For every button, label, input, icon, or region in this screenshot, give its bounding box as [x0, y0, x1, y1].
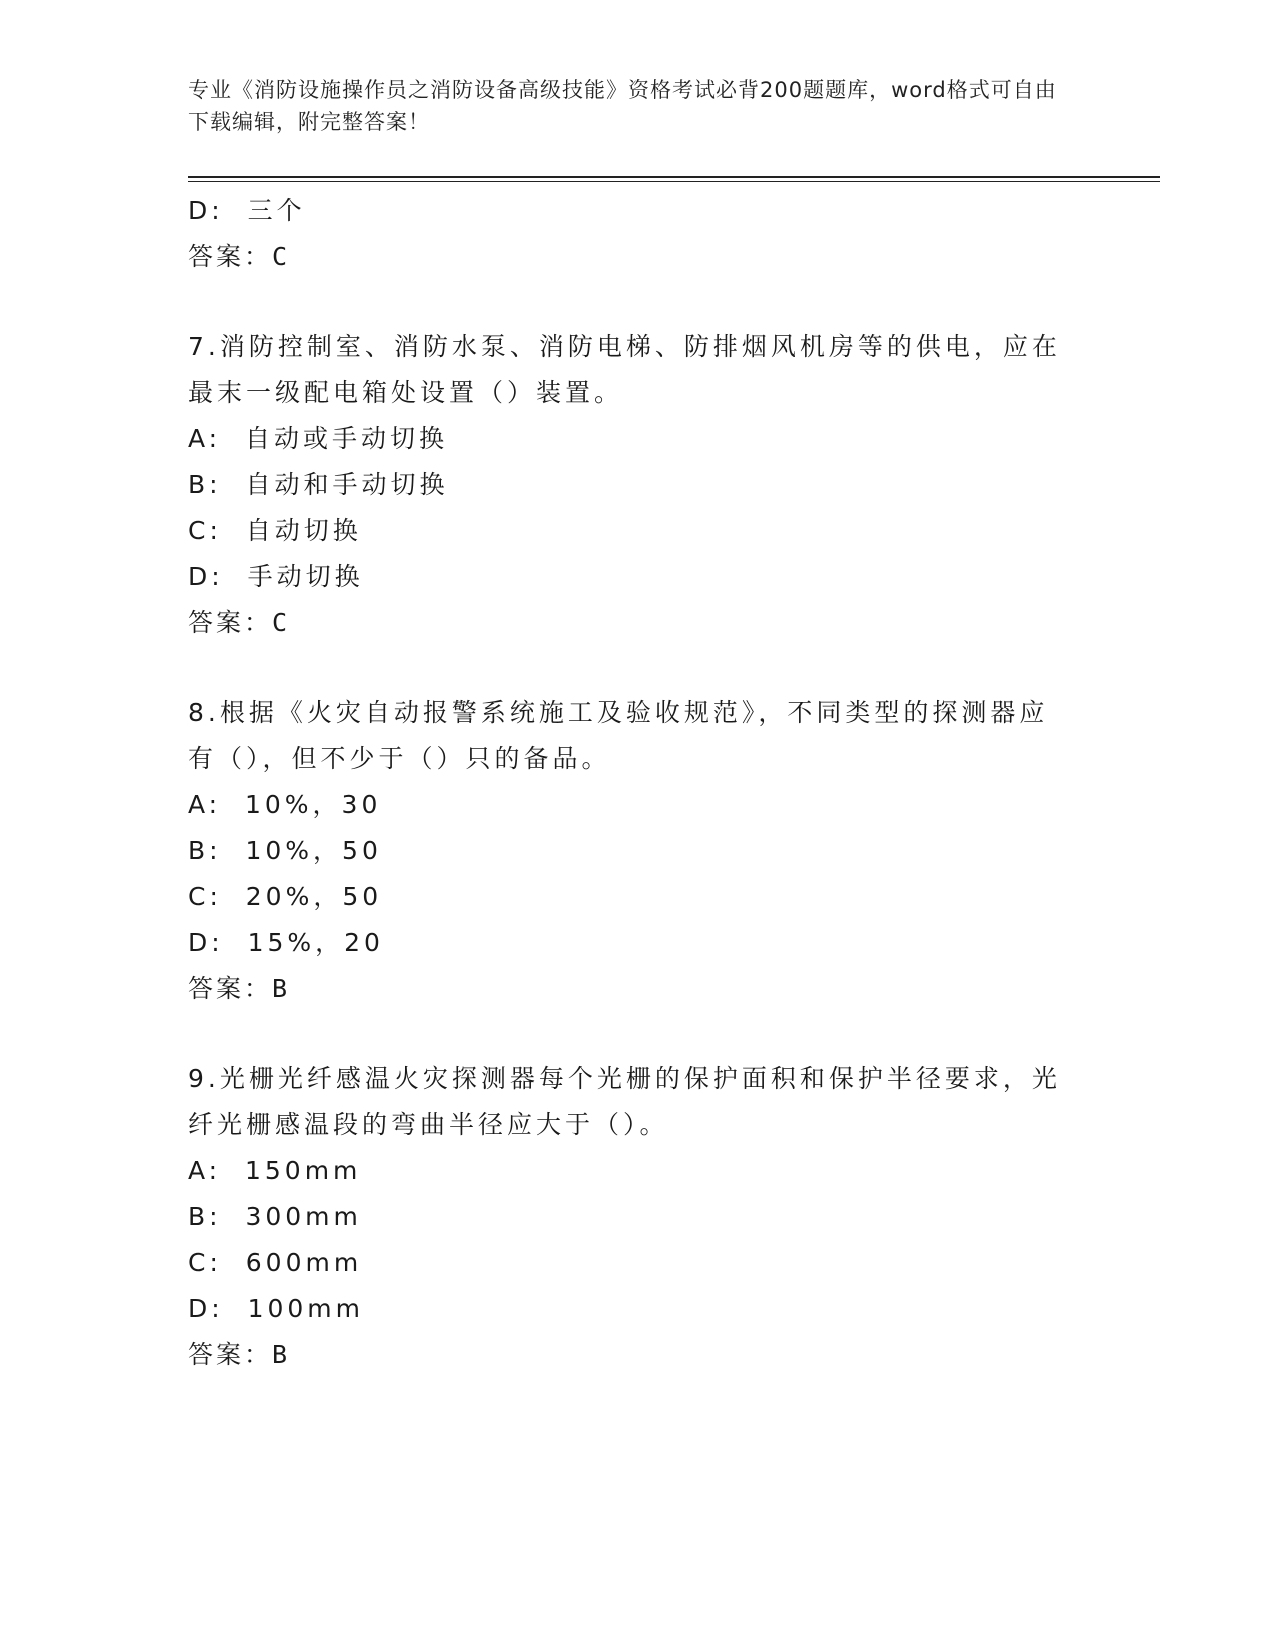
spacer [188, 646, 1088, 690]
option-a: A: 自动或手动切换 [188, 424, 448, 453]
answer-value: C [272, 608, 289, 637]
option-d: D: 100mm [188, 1294, 364, 1323]
option-c: C: 20%，50 [188, 882, 383, 911]
answer-line [188, 1332, 1088, 1378]
answer-value: C [272, 242, 289, 271]
option-b: B: 300mm [188, 1202, 362, 1231]
answer-label: 答案： [188, 1340, 273, 1369]
question-stem: 有（），但不少于（）只的备品。 [188, 744, 611, 773]
question-stem: 纤光栅感温段的弯曲半径应大于（）。 [188, 1110, 669, 1139]
answer-label: 答案： [188, 974, 273, 1003]
answer-value: B [272, 974, 289, 1003]
question-stem: 9.光栅光纤感温火灾探测器每个光栅的保护面积和保护半径要求，光 [188, 1064, 1061, 1093]
option-c: C: 自动切换 [188, 516, 362, 545]
spacer [188, 1012, 1088, 1056]
option-d: D: 15%，20 [188, 928, 384, 957]
answer-label: 答案： [188, 242, 273, 271]
option-a: A: 150mm [188, 1156, 362, 1185]
question-stem: 最末一级配电箱处设置（）装置。 [188, 378, 624, 407]
spacer [188, 280, 1088, 324]
option-a: A: 10%，30 [188, 790, 382, 819]
answer-value: B [272, 1340, 289, 1369]
option-b: B: 自动和手动切换 [188, 470, 449, 499]
document-header: 专业《消防设施操作员之消防设备高级技能》资格考试必背200题题库，word格式可自由下载编辑，附完整答案！ [188, 78, 1057, 134]
answer-line [188, 966, 1088, 1012]
question-7 [188, 324, 1088, 646]
header-divider [188, 176, 1160, 182]
question-stem: 7.消防控制室、消防水泵、消防电梯、防排烟风机房等的供电，应在 [188, 332, 1061, 361]
answer-line [188, 600, 1088, 646]
question-9 [188, 1056, 1088, 1378]
answer-label: 答案： [188, 608, 273, 637]
option-d-carryover: D: 三个 [188, 196, 306, 225]
answer-line [188, 234, 1088, 280]
question-stem: 8.根据《火灾自动报警系统施工及验收规范》，不同类型的探测器应 [188, 698, 1049, 727]
question-8 [188, 690, 1088, 1012]
option-c: C: 600mm [188, 1248, 363, 1277]
option-d: D: 手动切换 [188, 562, 364, 591]
option-b: B: 10%，50 [188, 836, 382, 865]
document-body [188, 188, 1088, 1378]
